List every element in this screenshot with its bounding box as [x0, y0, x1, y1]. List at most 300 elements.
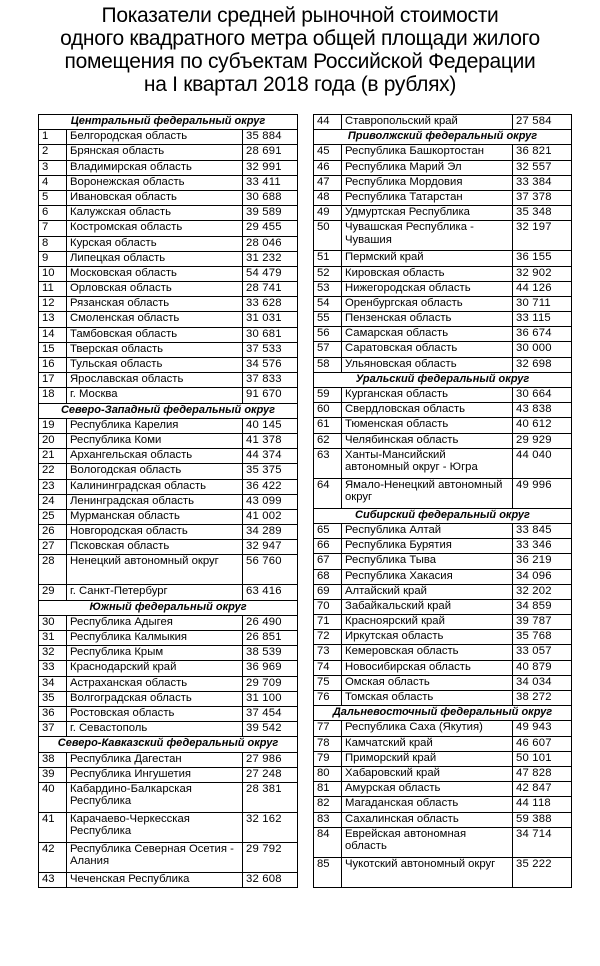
region-name: Нижегородская область	[342, 281, 513, 296]
table-row	[314, 251, 572, 266]
table-row	[314, 766, 572, 781]
row-number: 60	[314, 403, 342, 418]
region-name: Республика Башкортостан	[342, 145, 513, 160]
price-value: 32 991	[243, 160, 298, 175]
table-row	[314, 145, 572, 160]
table-row	[314, 630, 572, 645]
table-row	[314, 433, 572, 448]
row-number: 18	[39, 388, 67, 403]
row-number: 70	[314, 599, 342, 614]
row-number: 12	[39, 297, 67, 312]
region-name: Курская область	[67, 236, 243, 251]
region-name: Саратовская область	[342, 342, 513, 357]
price-value: 43 099	[243, 494, 298, 509]
price-value: 36 969	[243, 661, 298, 676]
region-name: Кемеровская область	[342, 645, 513, 660]
region-name: Пензенская область	[342, 312, 513, 327]
table-row	[314, 812, 572, 827]
price-value: 39 542	[243, 722, 298, 737]
row-number: 55	[314, 312, 342, 327]
row-number: 36	[39, 706, 67, 721]
row-number: 22	[39, 464, 67, 479]
row-number: 45	[314, 145, 342, 160]
table-row	[39, 509, 298, 524]
price-value: 38 539	[243, 646, 298, 661]
region-name: г. Москва	[67, 388, 243, 403]
table-row	[314, 615, 572, 630]
region-name: Астраханская область	[67, 676, 243, 691]
district-header: Приволжский федеральный округ	[314, 130, 572, 145]
row-number: 48	[314, 190, 342, 205]
row-number: 81	[314, 782, 342, 797]
row-number: 58	[314, 357, 342, 372]
region-name: Кабардино-Балкарская Республика	[67, 782, 243, 812]
region-name: Республика Крым	[67, 646, 243, 661]
price-value: 59 388	[513, 812, 572, 827]
price-value: 33 115	[513, 312, 572, 327]
price-value: 41 002	[243, 509, 298, 524]
row-number: 66	[314, 539, 342, 554]
region-name: Липецкая область	[67, 251, 243, 266]
price-value: 36 422	[243, 479, 298, 494]
table-row	[314, 751, 572, 766]
row-number: 41	[39, 812, 67, 842]
table-row	[314, 160, 572, 175]
price-value: 35 375	[243, 464, 298, 479]
region-name: Томская область	[342, 691, 513, 706]
row-number: 84	[314, 827, 342, 857]
region-name: Чеченская Республика	[67, 872, 243, 887]
table-row	[314, 190, 572, 205]
table-row	[39, 767, 298, 782]
price-value: 35 348	[513, 206, 572, 221]
region-name: Архангельская область	[67, 449, 243, 464]
table-row	[39, 297, 298, 312]
table-row	[314, 584, 572, 599]
price-value: 32 698	[513, 357, 572, 372]
price-value: 26 490	[243, 615, 298, 630]
row-number: 83	[314, 812, 342, 827]
price-value: 32 197	[513, 221, 572, 251]
region-name: Ханты-Мансийский автономный округ - Югра	[342, 448, 513, 478]
price-value: 33 057	[513, 645, 572, 660]
title-line: Показатели средней рыночной стоимости	[101, 4, 499, 27]
region-name: Хабаровский край	[342, 766, 513, 781]
table-row	[39, 646, 298, 661]
table-row	[39, 525, 298, 540]
row-number: 38	[39, 752, 67, 767]
region-name: Амурская область	[342, 782, 513, 797]
district-header: Центральный федеральный округ	[39, 115, 298, 130]
price-value: 28 046	[243, 236, 298, 251]
row-number: 54	[314, 296, 342, 311]
region-name: Ямало-Ненецкий автономный округ	[342, 478, 513, 508]
region-name: Ненецкий автономный округ	[67, 555, 243, 585]
region-name: Ленинградская область	[67, 494, 243, 509]
price-value: 26 851	[243, 631, 298, 646]
region-name: Республика Коми	[67, 433, 243, 448]
table-row	[314, 569, 572, 584]
table-row	[39, 540, 298, 555]
region-name: Алтайский край	[342, 584, 513, 599]
row-number: 26	[39, 525, 67, 540]
row-number: 71	[314, 615, 342, 630]
price-value: 34 096	[513, 569, 572, 584]
district-header-row	[39, 600, 298, 615]
district-header-row	[314, 130, 572, 145]
table-row	[39, 631, 298, 646]
region-name: Ивановская область	[67, 190, 243, 205]
region-name: Кировская область	[342, 266, 513, 281]
table-row	[314, 478, 572, 508]
price-value: 44 126	[513, 281, 572, 296]
row-number: 65	[314, 523, 342, 538]
table-row	[39, 752, 298, 767]
table-row	[314, 403, 572, 418]
row-number: 69	[314, 584, 342, 599]
price-value: 40 612	[513, 418, 572, 433]
table-row	[314, 554, 572, 569]
table-row	[314, 675, 572, 690]
district-header: Северо-Кавказский федеральный округ	[39, 737, 298, 752]
price-value: 40 145	[243, 418, 298, 433]
price-value: 38 272	[513, 691, 572, 706]
district-header: Сибирский федеральный округ	[314, 508, 572, 523]
table-row	[314, 539, 572, 554]
district-header-row	[314, 706, 572, 721]
region-name: Республика Бурятия	[342, 539, 513, 554]
row-number: 27	[39, 540, 67, 555]
table-row	[314, 115, 572, 130]
region-name: Волгоградская область	[67, 691, 243, 706]
price-value: 30 681	[243, 327, 298, 342]
region-name: Московская область	[67, 266, 243, 281]
region-name: Карачаево-Черкесская Республика	[67, 812, 243, 842]
row-number: 11	[39, 282, 67, 297]
region-name: г. Санкт-Петербург	[67, 585, 243, 600]
row-number: 30	[39, 615, 67, 630]
price-value: 32 902	[513, 266, 572, 281]
row-number: 1	[39, 130, 67, 145]
region-name: Республика Хакасия	[342, 569, 513, 584]
table-row	[39, 479, 298, 494]
table-row	[314, 206, 572, 221]
region-name: Республика Дагестан	[67, 752, 243, 767]
table-row	[314, 448, 572, 478]
row-number: 13	[39, 312, 67, 327]
price-value: 44 118	[513, 797, 572, 812]
table-row	[314, 827, 572, 857]
district-header: Южный федеральный округ	[39, 600, 298, 615]
table-row	[314, 599, 572, 614]
table-row	[39, 342, 298, 357]
row-number: 28	[39, 555, 67, 585]
region-name: Забайкальский край	[342, 599, 513, 614]
row-number: 33	[39, 661, 67, 676]
page-title	[0, 4, 600, 96]
row-number: 75	[314, 675, 342, 690]
row-number: 9	[39, 251, 67, 266]
table-row	[314, 266, 572, 281]
row-number: 63	[314, 448, 342, 478]
price-value: 31 100	[243, 691, 298, 706]
region-name: Республика Алтай	[342, 523, 513, 538]
row-number: 79	[314, 751, 342, 766]
table-row	[39, 449, 298, 464]
row-number: 73	[314, 645, 342, 660]
price-value: 46 607	[513, 736, 572, 751]
row-number: 51	[314, 251, 342, 266]
price-value: 42 847	[513, 782, 572, 797]
region-name: Приморский край	[342, 751, 513, 766]
region-name: Республика Карелия	[67, 418, 243, 433]
region-name: Свердловская область	[342, 403, 513, 418]
row-number: 57	[314, 342, 342, 357]
region-name: Псковская область	[67, 540, 243, 555]
region-name: Новгородская область	[67, 525, 243, 540]
title-line: на I квартал 2018 года (в рублях)	[143, 73, 457, 96]
row-number: 47	[314, 175, 342, 190]
price-value: 28 691	[243, 145, 298, 160]
row-number: 14	[39, 327, 67, 342]
price-value: 43 838	[513, 403, 572, 418]
region-name: Республика Мордовия	[342, 175, 513, 190]
row-number: 82	[314, 797, 342, 812]
table-row	[314, 736, 572, 751]
row-number: 78	[314, 736, 342, 751]
price-value: 39 787	[513, 615, 572, 630]
table-row	[314, 523, 572, 538]
row-number: 6	[39, 206, 67, 221]
region-name: Костромская область	[67, 221, 243, 236]
region-name: Брянская область	[67, 145, 243, 160]
price-value: 54 479	[243, 266, 298, 281]
table-row	[39, 782, 298, 812]
price-value: 30 711	[513, 296, 572, 311]
table-row	[39, 145, 298, 160]
row-number: 10	[39, 266, 67, 281]
row-number: 77	[314, 721, 342, 736]
region-name: Чукотский автономный округ	[342, 857, 513, 887]
row-number: 76	[314, 691, 342, 706]
price-value: 27 986	[243, 752, 298, 767]
price-value: 56 760	[243, 555, 298, 585]
table-row	[39, 812, 298, 842]
row-number: 67	[314, 554, 342, 569]
price-value: 47 828	[513, 766, 572, 781]
table-row	[314, 721, 572, 736]
region-name: Омская область	[342, 675, 513, 690]
price-value: 29 929	[513, 433, 572, 448]
district-header-row	[39, 737, 298, 752]
price-value: 40 879	[513, 660, 572, 675]
table-row	[314, 660, 572, 675]
row-number: 31	[39, 631, 67, 646]
region-name: Республика Адыгея	[67, 615, 243, 630]
region-name: Ульяновская область	[342, 357, 513, 372]
row-number: 3	[39, 160, 67, 175]
table-row	[314, 281, 572, 296]
table-row	[39, 842, 298, 872]
table-row	[314, 797, 572, 812]
row-number: 52	[314, 266, 342, 281]
row-number: 23	[39, 479, 67, 494]
table-row	[39, 266, 298, 281]
table-row	[39, 221, 298, 236]
row-number: 68	[314, 569, 342, 584]
price-value: 30 664	[513, 388, 572, 403]
price-value: 49 943	[513, 721, 572, 736]
district-header-row	[314, 372, 572, 387]
region-name: Белгородская область	[67, 130, 243, 145]
price-value: 33 411	[243, 175, 298, 190]
price-value: 35 768	[513, 630, 572, 645]
table-row	[314, 327, 572, 342]
region-name: Тверская область	[67, 342, 243, 357]
price-value: 91 670	[243, 388, 298, 403]
row-number: 50	[314, 221, 342, 251]
price-value: 34 714	[513, 827, 572, 857]
table-row	[39, 160, 298, 175]
table-row	[39, 388, 298, 403]
region-name: Удмуртская Республика	[342, 206, 513, 221]
district-header: Северо-Западный федеральный округ	[39, 403, 298, 418]
table-row	[39, 418, 298, 433]
region-name: Новосибирская область	[342, 660, 513, 675]
row-number: 7	[39, 221, 67, 236]
price-value: 33 845	[513, 523, 572, 538]
region-name: Красноярский край	[342, 615, 513, 630]
price-value: 33 384	[513, 175, 572, 190]
price-value: 31 031	[243, 312, 298, 327]
table-row	[314, 357, 572, 372]
region-name: Ярославская область	[67, 373, 243, 388]
row-number: 25	[39, 509, 67, 524]
price-table-right	[313, 114, 572, 888]
row-number: 34	[39, 676, 67, 691]
price-value: 63 416	[243, 585, 298, 600]
region-name: Тюменская область	[342, 418, 513, 433]
table-row	[39, 691, 298, 706]
table-row	[39, 175, 298, 190]
region-name: Ростовская область	[67, 706, 243, 721]
table-row	[39, 872, 298, 887]
region-name: Сахалинская область	[342, 812, 513, 827]
region-name: Калининградская область	[67, 479, 243, 494]
row-number: 21	[39, 449, 67, 464]
table-row	[39, 282, 298, 297]
table-row	[39, 494, 298, 509]
region-name: Иркутская область	[342, 630, 513, 645]
price-value: 35 222	[513, 857, 572, 887]
row-number: 59	[314, 388, 342, 403]
price-value: 32 608	[243, 872, 298, 887]
row-number: 80	[314, 766, 342, 781]
price-value: 37 454	[243, 706, 298, 721]
table-row	[39, 464, 298, 479]
region-name: Еврейская автономная область	[342, 827, 513, 857]
price-value: 32 557	[513, 160, 572, 175]
region-name: Смоленская область	[67, 312, 243, 327]
price-value: 30 000	[513, 342, 572, 357]
price-value: 28 741	[243, 282, 298, 297]
row-number: 4	[39, 175, 67, 190]
price-value: 39 589	[243, 206, 298, 221]
row-number: 39	[39, 767, 67, 782]
price-value: 41 378	[243, 433, 298, 448]
region-name: Курганская область	[342, 388, 513, 403]
price-value: 35 884	[243, 130, 298, 145]
price-value: 34 576	[243, 358, 298, 373]
region-name: Республика Северная Осетия - Алания	[67, 842, 243, 872]
region-name: Камчатский край	[342, 736, 513, 751]
price-value: 32 202	[513, 584, 572, 599]
table-row	[39, 433, 298, 448]
row-number: 17	[39, 373, 67, 388]
row-number: 24	[39, 494, 67, 509]
row-number: 43	[39, 872, 67, 887]
price-value: 27 584	[513, 115, 572, 130]
row-number: 49	[314, 206, 342, 221]
price-value: 36 674	[513, 327, 572, 342]
price-value: 37 533	[243, 342, 298, 357]
row-number: 56	[314, 327, 342, 342]
region-name: Орловская область	[67, 282, 243, 297]
price-table-left	[38, 114, 298, 888]
table-row	[39, 706, 298, 721]
row-number: 85	[314, 857, 342, 887]
region-name: Чувашская Республика - Чувашия	[342, 221, 513, 251]
price-value: 44 374	[243, 449, 298, 464]
price-value: 36 821	[513, 145, 572, 160]
table-row	[39, 358, 298, 373]
row-number: 2	[39, 145, 67, 160]
table-row	[39, 130, 298, 145]
row-number: 46	[314, 160, 342, 175]
district-header-row	[39, 403, 298, 418]
region-name: Пермский край	[342, 251, 513, 266]
price-value: 49 996	[513, 478, 572, 508]
region-name: г. Севастополь	[67, 722, 243, 737]
table-row	[314, 645, 572, 660]
region-name: Республика Татарстан	[342, 190, 513, 205]
row-number: 44	[314, 115, 342, 130]
price-value: 33 628	[243, 297, 298, 312]
table-row	[314, 857, 572, 887]
table-row	[314, 342, 572, 357]
price-value: 29 792	[243, 842, 298, 872]
price-value: 34 289	[243, 525, 298, 540]
table-row	[314, 691, 572, 706]
price-value: 34 034	[513, 675, 572, 690]
region-name: Мурманская область	[67, 509, 243, 524]
row-number: 15	[39, 342, 67, 357]
price-value: 30 688	[243, 190, 298, 205]
region-name: Ставропольский край	[342, 115, 513, 130]
price-value: 32 947	[243, 540, 298, 555]
price-value: 29 455	[243, 221, 298, 236]
price-value: 34 859	[513, 599, 572, 614]
row-number: 32	[39, 646, 67, 661]
region-name: Республика Ингушетия	[67, 767, 243, 782]
region-name: Тульская область	[67, 358, 243, 373]
table-row	[39, 251, 298, 266]
region-name: Оренбургская область	[342, 296, 513, 311]
row-number: 72	[314, 630, 342, 645]
title-line: помещения по субъектам Российской Федерации	[64, 50, 536, 73]
table-row	[314, 418, 572, 433]
table-row	[39, 327, 298, 342]
